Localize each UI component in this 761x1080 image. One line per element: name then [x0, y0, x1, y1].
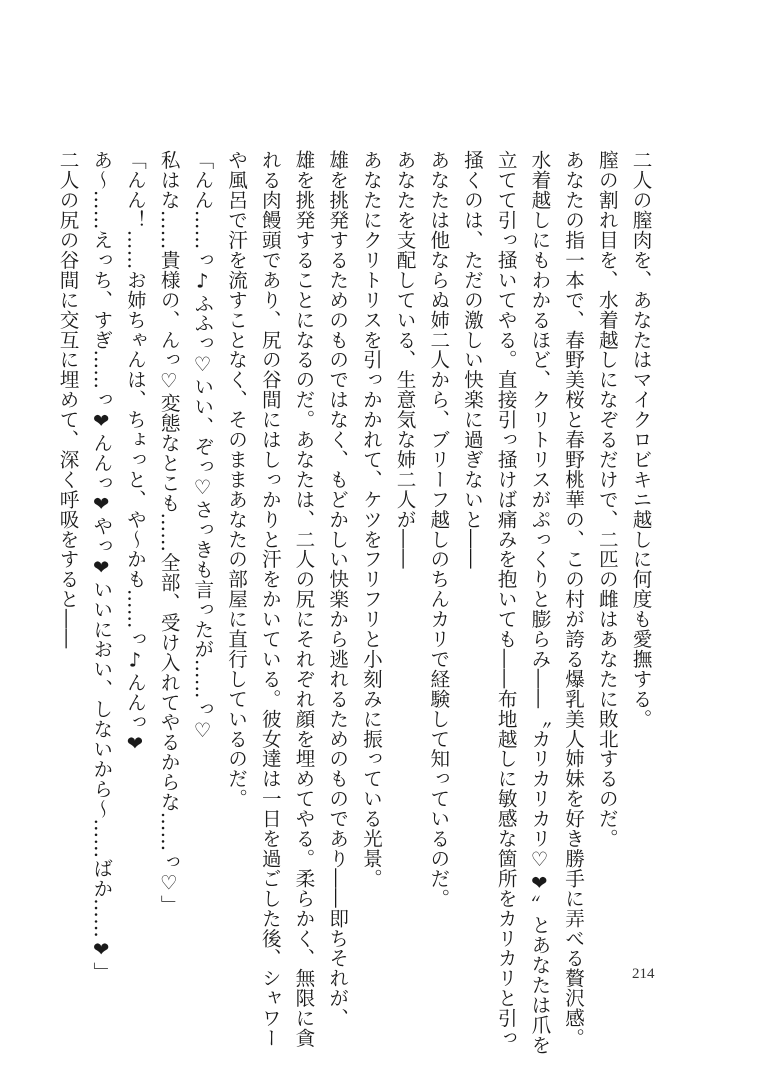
- page-number: 214: [632, 966, 655, 982]
- text-line: 掻くのは、ただの激しい快楽に過ぎないと――: [460, 150, 484, 569]
- text-line: 膣の割れ目を、水着越しになぞるだけで、二匹の雌はあなたに敗北するのだ。: [595, 150, 619, 849]
- text-line: 「んん！……お姉ちゃんは、ちょっと、や～かも……っ♪んんっ❤: [123, 150, 147, 756]
- text-line: 私はな……貴様の、んっ♡変態なとこも……全部、受け入れてやるからな……っ♡」: [157, 150, 181, 915]
- text-line: 二人の膣肉を、あなたはマイクロビキニ越しに何度も愛撫する。: [629, 150, 652, 729]
- text-line: 水着越しにもわかるほど、クリトリスがぷっくりと膨らみ――〝カリカリカリ♡❤〟とあなたは爪を: [527, 150, 551, 1055]
- text-line: あなたを支配している、生意気な姉二人が――: [393, 150, 417, 569]
- text-line: や風呂で汗を流すことなく、そのままあなたの部屋に直行しているのだ。: [224, 150, 248, 809]
- text-line: あなたは他ならぬ姉二人から、ブリーフ越しのちんカリで経験して知っているのだ。: [426, 150, 450, 909]
- text-line: あなたにクリトリスを引っかかれて、ケツをフリフリと小刻みに振っている光景。: [359, 150, 383, 889]
- text-line: 雄を挑発するためのものではなく、もどかしい快楽から逃れるためのものであり――即ちそれが、: [325, 150, 349, 1028]
- text-line: れる肉饅頭であり、尻の谷間にはしっかりと汗をかいている。彼女達は一日を過ごした後、シャワー: [258, 150, 282, 1048]
- text-line: 二人の尻の谷間に交互に埋めて、深く呼吸をすると――: [56, 150, 80, 649]
- text-line: 「んん……っ♪ふふっ♡いい、ぞっ♡さっきも言ったが……っ♡: [190, 150, 214, 743]
- text-line: 立てて引っ掻いてやる。直接引っ掻けば痛みを抱いても――布地越しに敏感な箇所をカリカリと引っ: [494, 150, 518, 1048]
- text-line: あ～……えっち、すぎ……っ❤んんっ❤やっ❤いいにおい、しないから～……ばか……❤」: [89, 150, 113, 982]
- text-line: 雄を挑発することになるのだ。あなたは、二人の尻にそれぞれ顔を埋めてやる。柔らかく、無限に貪: [291, 150, 315, 1048]
- text-line: あなたの指一本で、春野美桜と春野桃華の、この村が誇る爆乳美人姉妹を好き勝手に弄べる贅沢感。: [561, 150, 585, 1048]
